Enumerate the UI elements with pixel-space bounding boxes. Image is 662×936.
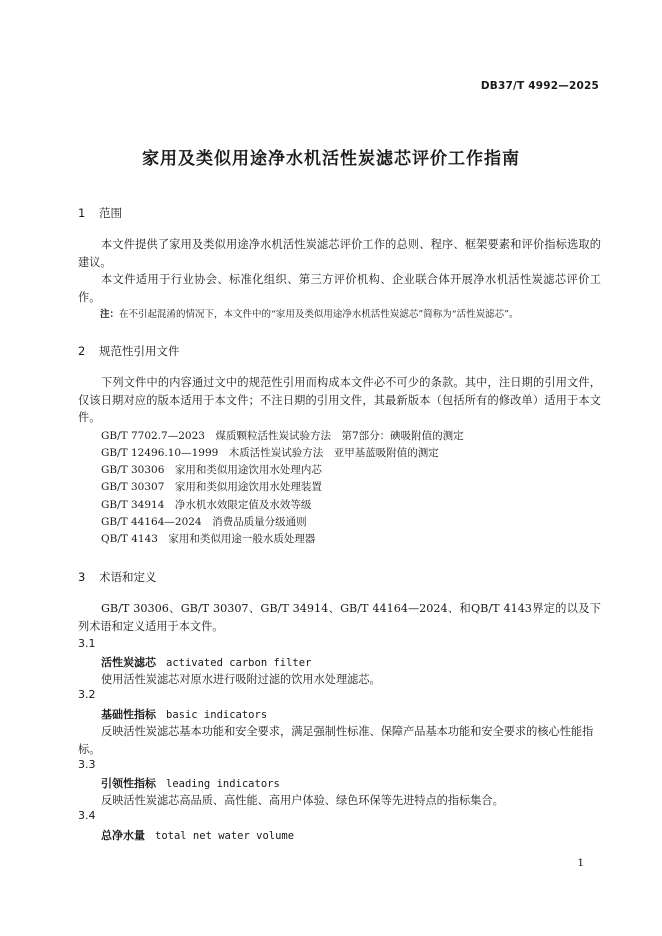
term-name	[101, 706, 267, 722]
term-number: 3.1	[78, 637, 96, 650]
section-3-title: 术语和定义	[99, 570, 157, 584]
section-1-heading	[78, 205, 122, 221]
term-definition: 反映活性炭滤芯基本功能和安全要求，满足强制性标准、保障产品基本功能和安全要求的核心性能指标。	[78, 725, 594, 756]
reference-item: GB/T 30306 家用和类似用途饮用水处理内芯	[101, 464, 322, 476]
reference-item: GB/T 12496.10—1999 木质活性炭试验方法 亚甲基蓝吸附值的测定	[101, 447, 439, 459]
section-3-number: 3	[78, 570, 86, 584]
references-intro: 下列文件中的内容通过文中的规范性引用而构成本文件必不可少的条款。其中，注日期的引用文件，仅该日期对应的版本适用于本文件；不注日期的引用文件，其最新版本（包括所有的修改单）适用于本文件。	[78, 376, 601, 424]
term-name	[101, 775, 280, 791]
document-title: 家用及类似用途净水机活性炭滤芯评价工作指南	[142, 149, 520, 169]
note-label: 注：	[100, 309, 120, 320]
term-name-en: basic indicators	[166, 709, 268, 721]
term-name-zh: 活性炭滤芯	[101, 656, 156, 669]
term-number: 3.4	[78, 809, 96, 822]
term-name-en: activated carbon filter	[166, 657, 312, 669]
scope-note	[100, 306, 518, 320]
term-name	[101, 654, 311, 670]
term-definition: 反映活性炭滤芯高品质、高性能、高用户体验、绿色环保等先进特点的指标集合。	[101, 794, 504, 807]
note-text: 在不引起混淆的情况下，本文件中的“家用及类似用途净水机活性炭滤芯”简称为“活性炭滤芯”。	[119, 309, 519, 320]
reference-item: GB/T 44164—2024 消费品质量分级通则	[101, 516, 307, 528]
term-name-zh: 引领性指标	[101, 777, 156, 790]
reference-item: GB/T 34914 净水机水效限定值及水效等级	[101, 499, 312, 511]
term-number: 3.2	[78, 688, 96, 701]
term-name	[101, 827, 294, 843]
section-1-title: 范围	[99, 206, 122, 220]
term-name-en: total net water volume	[155, 830, 295, 842]
section-2-heading	[78, 343, 180, 359]
section-2-number: 2	[78, 344, 86, 358]
term-name-zh: 总净水量	[101, 829, 145, 842]
term-definition: 使用活性炭滤芯对原水进行吸附过滤的饮用水处理滤芯。	[101, 673, 381, 686]
document-code: DB37/T 4992—2025	[480, 80, 599, 92]
section-3-heading	[78, 569, 157, 585]
page-number: 1	[577, 857, 584, 869]
reference-item: GB/T 7702.7—2023 煤质颗粒活性炭试验方法 第7部分：碘吸附值的测定	[101, 430, 464, 442]
term-name-en: leading indicators	[166, 778, 280, 790]
term-number: 3.3	[78, 758, 96, 771]
reference-item: GB/T 30307 家用和类似用途饮用水处理装置	[101, 481, 322, 493]
scope-paragraph-2: 本文件适用于行业协会、标准化组织、第三方评价机构、企业联合体开展净水机活性炭滤芯评价工作。	[78, 273, 601, 304]
section-2-title: 规范性引用文件	[99, 344, 180, 358]
scope-paragraph-1: 本文件提供了家用及类似用途净水机活性炭滤芯评价工作的总则、程序、框架要素和评价指标选取的建议。	[78, 238, 601, 269]
reference-item: QB/T 4143 家用和类似用途一般水质处理器	[101, 533, 316, 545]
section-1-number: 1	[78, 206, 86, 220]
terms-intro: GB/T 30306、GB/T 30307、GB/T 34914、GB/T 44164—2024、和QB/T 4143界定的以及下列术语和定义适用于本文件。	[78, 602, 601, 633]
term-name-zh: 基础性指标	[101, 708, 156, 721]
